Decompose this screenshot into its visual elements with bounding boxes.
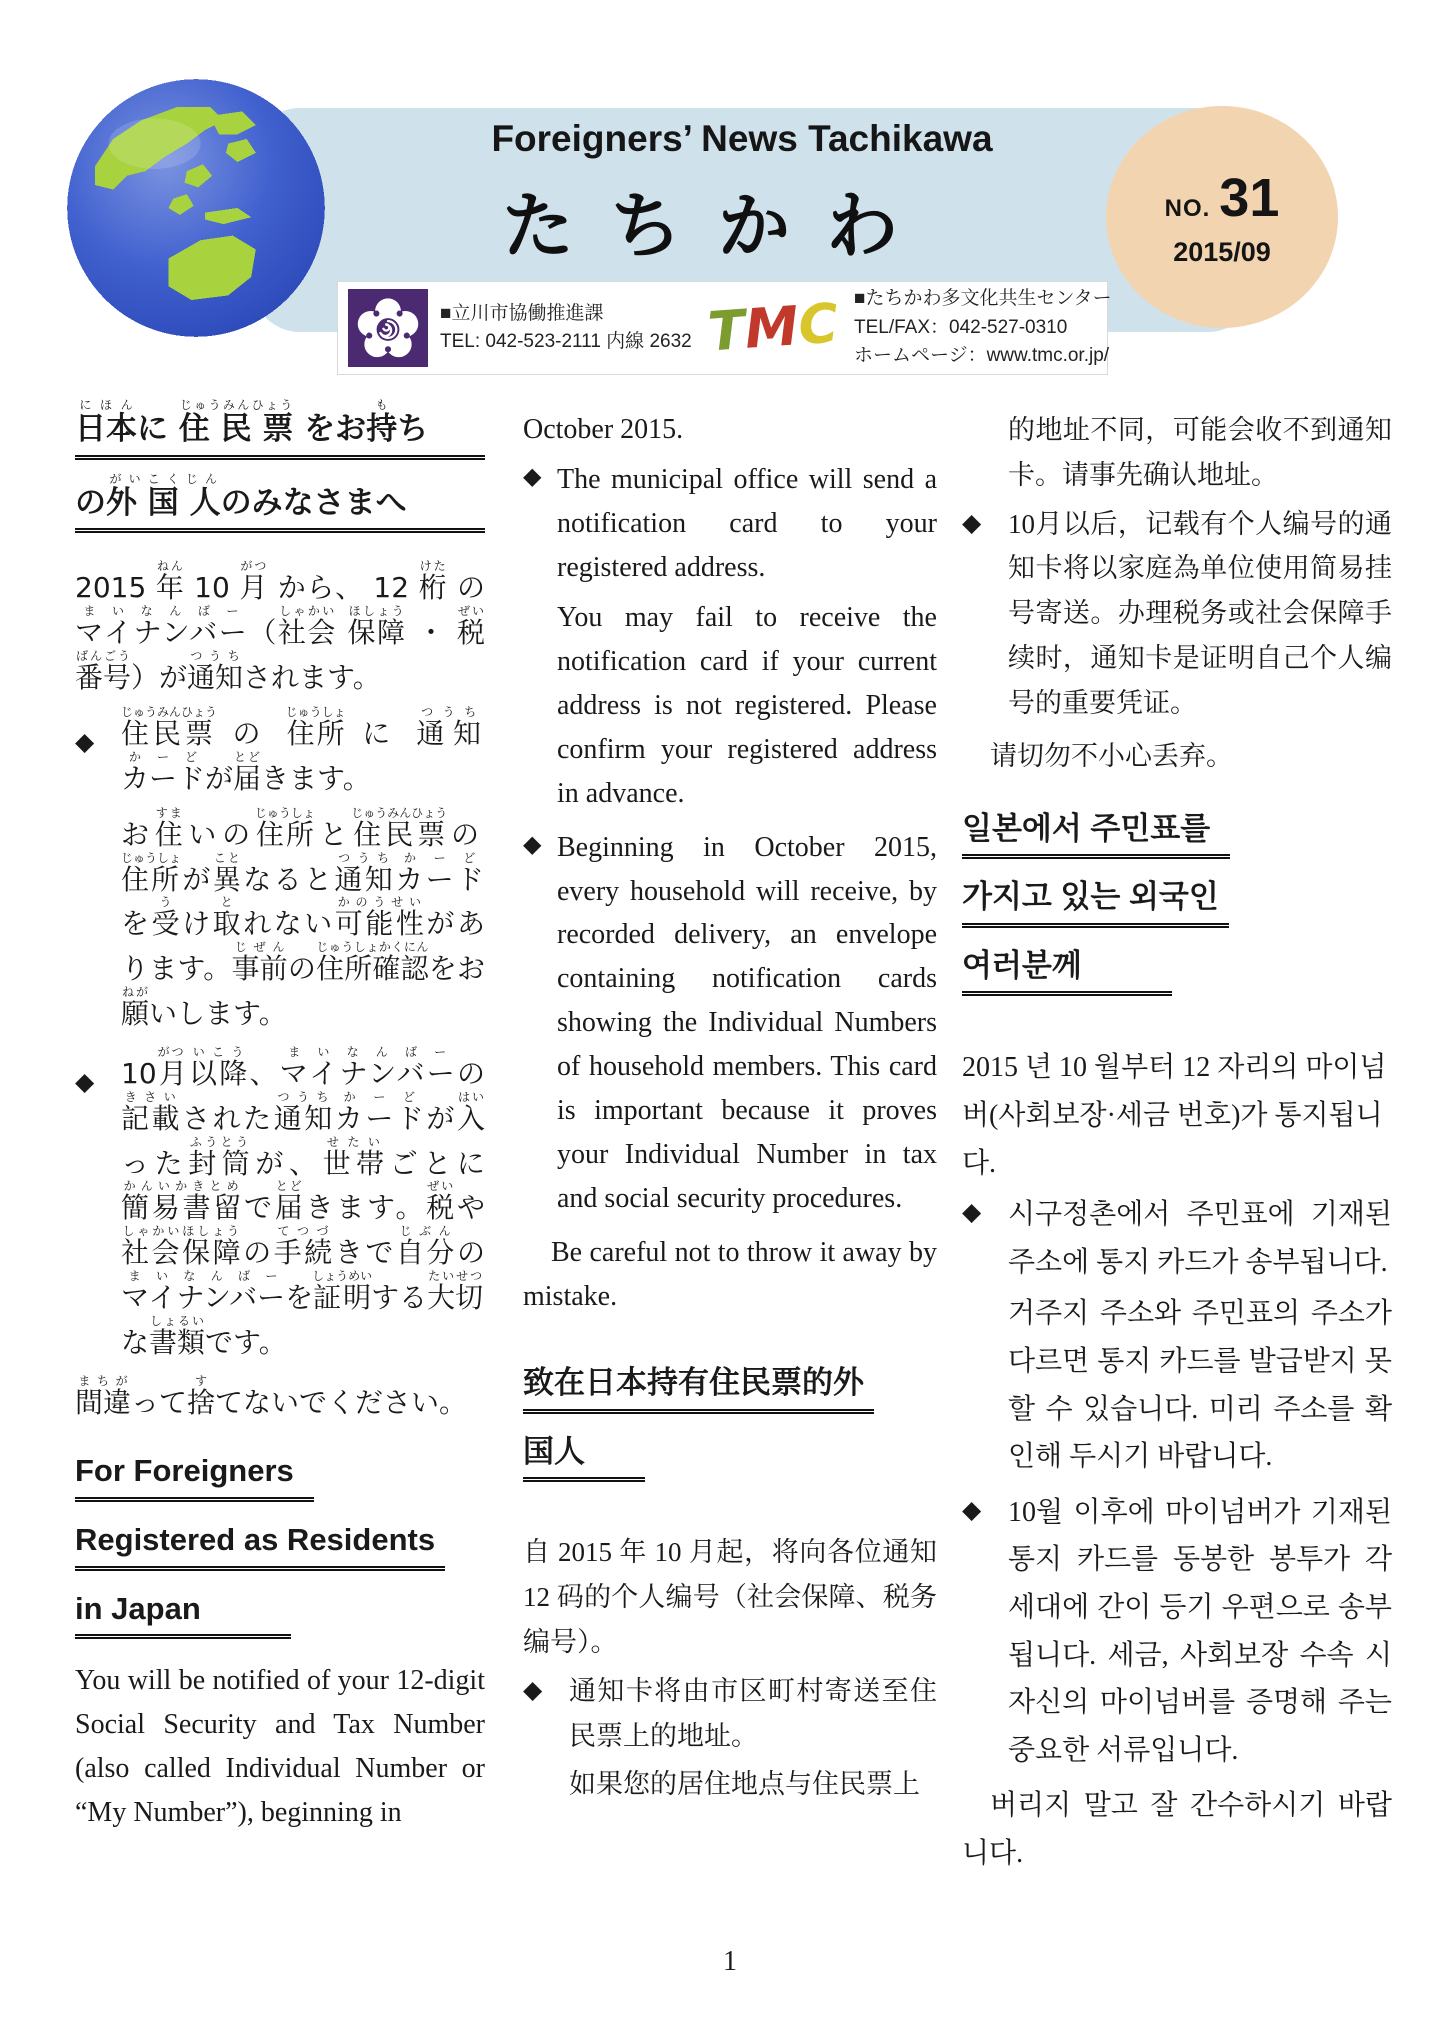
jp-bullet-1-continued: お住すまいの住所じゅうしょと住民票じゅうみんひょうの住所じゅうしょが異ことなると通知つうちカードかーどを受うけ取とれない可能性かのうせいがあります。事前じぜんの住所確認じゅうしょかくにんをお願ねがいします。 [121,805,485,1031]
en-bullet-1-text: The municipal office will send a notification card to your registered address. [557,463,937,583]
diamond-bullet-icon: ◆ [962,507,982,537]
zh-heading-line-2: 国人 [523,1434,645,1483]
en-section-heading [75,1453,485,1639]
issue-badge [1106,106,1338,328]
newsletter-title-ja: たちかわ [501,184,934,268]
zh-heading-line-1: 致在日本持有住民票的外 [523,1365,874,1414]
ko-bullet-2 [962,1489,1392,1779]
zh-bullet-2-text: 10月以后，记载有个人编号的通知卡将以家庭為单位使用简易挂号寄送。办理税务或社会保障手续时，通知卡是证明自己个人编号的重要凭证。 [1008,508,1392,718]
org2-block [854,285,1112,371]
contact-box [337,281,1112,375]
org1-block [440,300,692,357]
tmc-letter-c: C [796,291,840,358]
en-heading-line-3: in Japan [75,1591,291,1640]
diamond-bullet-icon: ◆ [523,829,542,858]
org2-name: ■たちかわ多文化共生センター [853,288,1112,310]
issue-date: 2015/09 [1173,236,1271,267]
ko-closing-line: 버리지 말고 잘 간수하시기 바랍니다. [962,1790,1392,1869]
ko-section-heading [962,811,1392,997]
ko-heading-line-3: 여러분께 [962,948,1172,997]
jp-title-line-2: の外 国 人がいこくじんのみなさまへ [75,466,485,534]
page-number: 1 [723,1946,737,1977]
zh-continued-text: 的地址不同，可能会收不到通知卡。请事先确认地址。 [1008,415,1392,490]
en-continued-line: October 2015. [523,414,684,445]
en-heading-line-2: Registered as Residents [75,1522,445,1571]
jp-title-line-1: 日本にほんに 住 民 票じゅうみんひょう をお持もち [75,392,485,460]
diamond-bullet-icon: ◆ [75,1066,95,1096]
diamond-bullet-icon: ◆ [962,1494,982,1524]
org1-name: ■立川市協働推進課 [440,302,604,324]
en-intro-paragraph: You will be notified of your 12-digit Social Security and Tax Number (also called Individual Number or “My Number”), beginning in [75,1665,485,1829]
zh-bullet-2 [962,502,1392,730]
diamond-bullet-icon: ◆ [523,461,542,490]
ko-bullet-1-continued: 거주지 주소와 주민표의 주소가 다르면 통지 카드를 발급받지 못할 수 있습니다. 미리 주소를 확인해 두시기 바랍니다. [1008,1298,1392,1473]
tmc-letter-t: T [705,298,747,364]
zh-bullet-1 [523,1669,937,1811]
en-bullet-2-text: Beginning in October 2015, every household will receive, by recorded delivery, an envelope containing notification cards showing the Individual Numbers of household members. This card is important because it proves your Individual Number in tax and social security procedures. [557,831,937,1215]
diamond-bullet-icon: ◆ [523,1674,543,1704]
ko-intro-paragraph: 2015 년 10 월부터 12 자리의 마이넘버(사회보장·세금 번호)가 통지됩니다. [962,1052,1387,1179]
globe-icon [58,68,334,348]
en-bullet-1-continued: You may fail to receive the notification card if your current address is not registered. Please confirm your registered address in advance. [557,601,937,809]
column-chinese-korean [962,408,1392,1882]
issue-label: NO. [1164,194,1211,222]
zh-intro-paragraph: 自 2015 年 10 月起，将向各位通知 12 码的个人编号（社会保障、税务编号）。 [523,1537,937,1657]
ko-bullet-1 [962,1191,1392,1485]
org2-tel: TEL/FAX：042-527-0310 [853,316,1068,338]
jp-bullet-1-text: 住民票じゅうみんひょう の 住所じゅうしょ に 通知つうちカードかーどが届とどきます。 [121,705,481,796]
en-closing-line: Be careful not to throw it away by mistake. [523,1237,937,1313]
jp-bullet-2 [75,1045,485,1370]
column-english-chinese [523,408,937,1815]
org1-tel: TEL: 042-523-2111 内線 2632 [440,331,692,352]
diamond-bullet-icon: ◆ [962,1197,982,1227]
zh-bullet-1-continued: 如果您的居住地点与住民票上 [569,1769,920,1800]
en-bullet-2 [523,826,937,1228]
en-bullet-1 [523,458,937,822]
jp-intro-paragraph: 2015 年ねん 10 月がつ から、 12 桁けた の マイナンバーまいなんばー（社会しゃかい 保障ほしょう ・ 税ぜい番号ばんごう）が通知つうちされます。 [75,559,485,695]
jp-bullet-2-text: 10月がつ以降いこう、マイナンバーまいなんばーの記載きさいされた通知つうちカードかーどが入はいった封筒ふうとうが、世帯せたいごとに簡易書留かんいかきとめで届とどきます。税ぜいや社会保障しゃかいほしょうの手続てつづきで自分じぶんのマイナンバーまいなんばーを証明しょうめいする大切たいせつな書類しょるいです。 [121,1044,485,1359]
en-heading-line-1: For Foreigners [75,1453,314,1502]
issue-number: 31 [1219,167,1280,228]
tmc-logo [705,291,840,364]
jp-closing-line: 間違まちがって捨すてないでください。 [75,1373,468,1419]
jp-bullet-1 [75,705,485,1041]
tmc-letter-m: M [742,294,801,361]
ko-heading-line-2: 가지고 있는 외국인 [962,879,1229,928]
org2-web: ホームページ：www.tmc.or.jp/ [853,345,1110,367]
zh-closing-line: 请切勿不小心丢弃。 [990,740,1233,771]
zh-section-heading [523,1365,937,1482]
ko-bullet-2-text: 10월 이후에 마이넘버가 기재된 통지 카드를 동봉한 봉투가 각 세대에 간이 등기 우편으로 송부됩니다. 세금, 사회보장 수속 시 자신의 마이넘버를 증명해 주는 중요한 서류입니다. [1008,1496,1392,1766]
column-japanese [75,392,485,1841]
diamond-bullet-icon: ◆ [75,727,95,757]
zh-bullet-1-text: 通知卡将由市区町村寄送至住民票上的地址。 [569,1675,937,1751]
newsletter-title-en: Foreigners’ News Tachikawa [491,118,993,159]
tachikawa-city-emblem-icon [348,289,428,367]
ko-bullet-1-text: 시구정촌에서 주민표에 기재된 주소에 통지 카드가 송부됩니다. [1008,1199,1392,1278]
ko-heading-line-1: 일본에서 주민표를 [962,811,1230,860]
